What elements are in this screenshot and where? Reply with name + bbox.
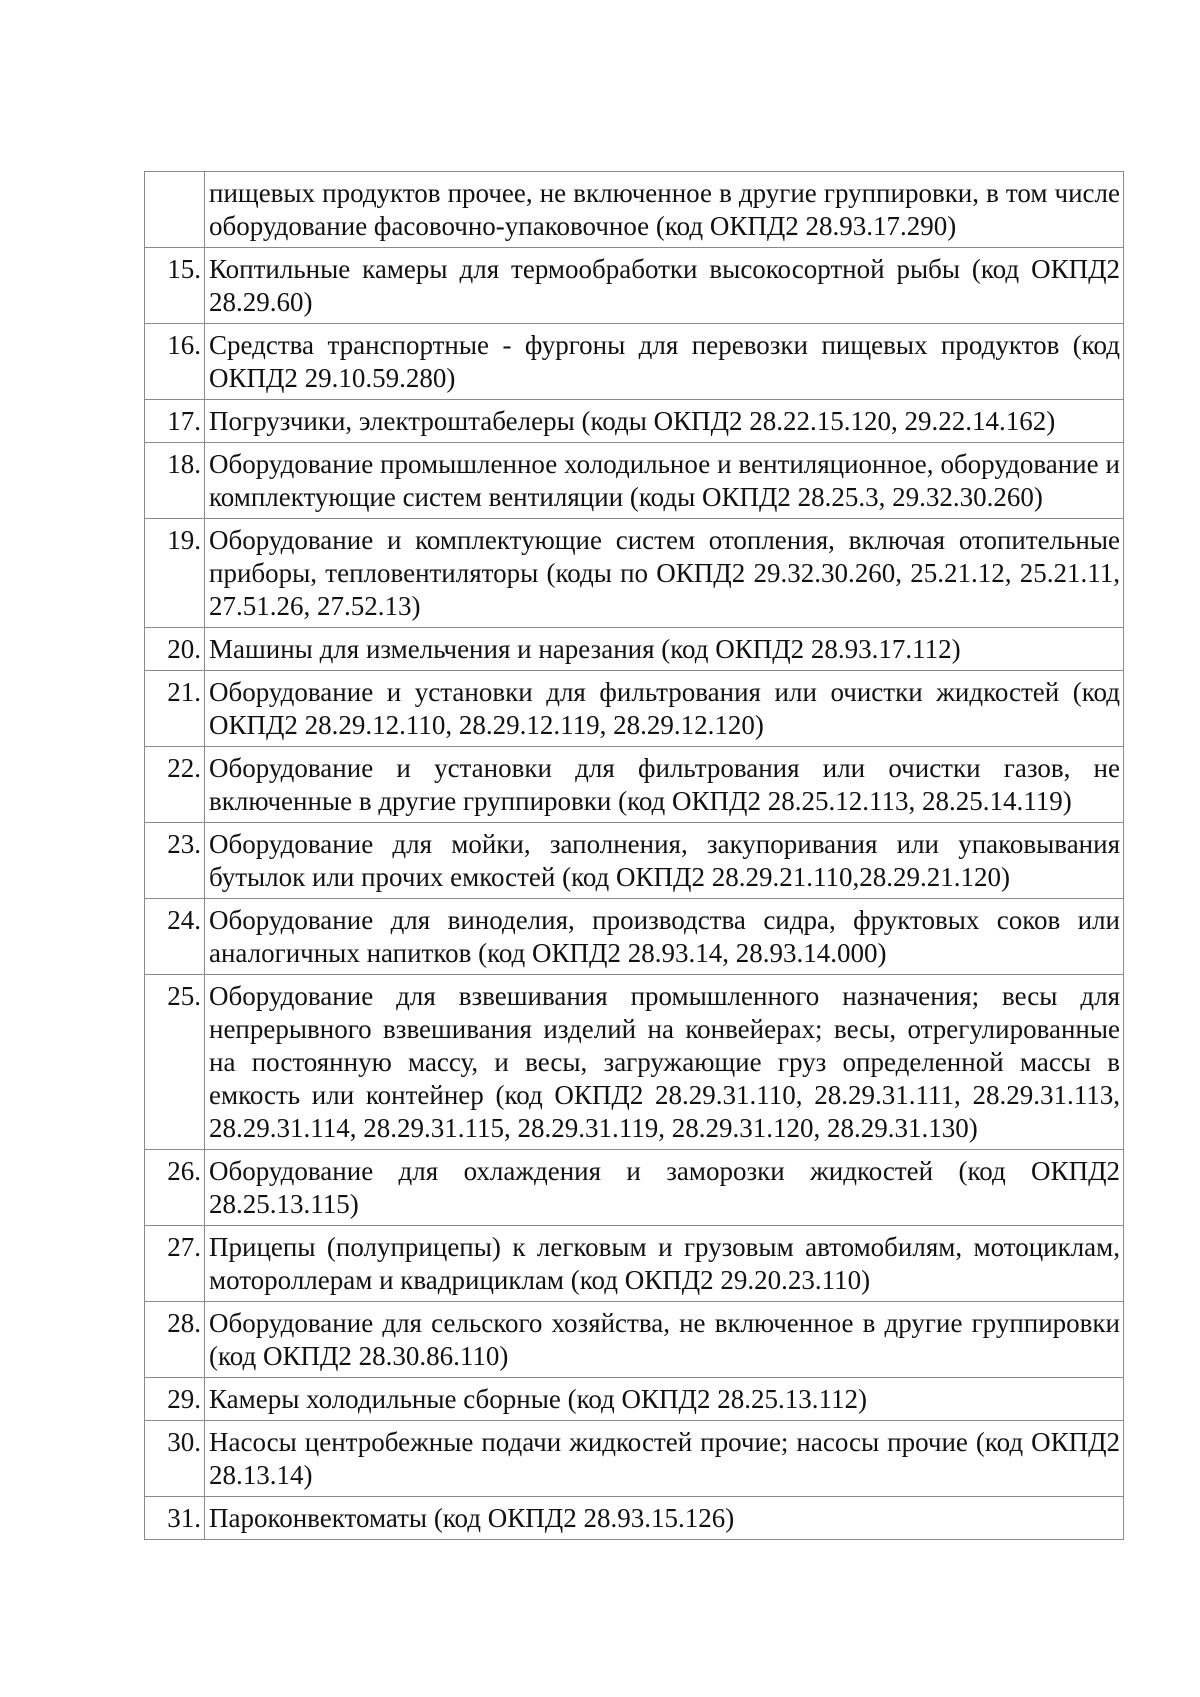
table-row bbox=[145, 248, 1124, 324]
row-number: 23. bbox=[145, 823, 205, 899]
row-description: Средства транспортные - фургоны для перевозки пищевых продуктов (код ОКПД2 29.10.59.280) bbox=[205, 324, 1124, 400]
row-number: 16. bbox=[145, 324, 205, 400]
row-description: Прицепы (полуприцепы) к легковым и грузовым автомобилям, мотоциклам, мотороллерам и квадрициклам (код ОКПД2 29.20.23.110) bbox=[205, 1226, 1124, 1302]
row-description: Коптильные камеры для термообработки высокосортной рыбы (код ОКПД2 28.29.60) bbox=[205, 248, 1124, 324]
equipment-list-table bbox=[144, 171, 1124, 1540]
table-row bbox=[145, 823, 1124, 899]
table-row bbox=[145, 1302, 1124, 1378]
table-row bbox=[145, 324, 1124, 400]
row-description: Пароконвектоматы (код ОКПД2 28.93.15.126) bbox=[205, 1497, 1124, 1540]
table-row bbox=[145, 400, 1124, 443]
row-number: 21. bbox=[145, 671, 205, 747]
row-number: 27. bbox=[145, 1226, 205, 1302]
row-description: Камеры холодильные сборные (код ОКПД2 28.25.13.112) bbox=[205, 1378, 1124, 1421]
row-number: 18. bbox=[145, 443, 205, 519]
row-number: 31. bbox=[145, 1497, 205, 1540]
row-description: Оборудование для взвешивания промышленного назначения; весы для непрерывного взвешивания изделий на конвейерах; весы, отрегулированные на постоянную массу, и весы, загружающие груз определенной массы в емкость или контейнер (код ОКПД2 28.29.31.110, 28.29.31.111, 28.29.31.113, 28.29.31.114, 28.29.31.115, 28.29.31.119, 28.29.31.120, 28.29.31.130) bbox=[205, 975, 1124, 1150]
row-description: Погрузчики, электроштабелеры (коды ОКПД2 28.22.15.120, 29.22.14.162) bbox=[205, 400, 1124, 443]
table-row bbox=[145, 519, 1124, 628]
row-description: Машины для измельчения и нарезания (код ОКПД2 28.93.17.112) bbox=[205, 628, 1124, 671]
row-number: 17. bbox=[145, 400, 205, 443]
row-description: Оборудование и установки для фильтрования или очистки жидкостей (код ОКПД2 28.29.12.110, 28.29.12.119, 28.29.12.120) bbox=[205, 671, 1124, 747]
table-row bbox=[145, 1497, 1124, 1540]
row-description: Оборудование для виноделия, производства сидра, фруктовых соков или аналогичных напитков (код ОКПД2 28.93.14, 28.93.14.000) bbox=[205, 899, 1124, 975]
row-number: 26. bbox=[145, 1150, 205, 1226]
row-number: 22. bbox=[145, 747, 205, 823]
row-description: Оборудование промышленное холодильное и вентиляционное, оборудование и комплектующие систем вентиляции (коды ОКПД2 28.25.3, 29.32.30.260) bbox=[205, 443, 1124, 519]
row-number: 15. bbox=[145, 248, 205, 324]
row-description: Оборудование и комплектующие систем отопления, включая отопительные приборы, тепловентиляторы (коды по ОКПД2 29.32.30.260, 25.21.12, 25.21.11, 27.51.26, 27.52.13) bbox=[205, 519, 1124, 628]
table-body bbox=[145, 172, 1124, 1540]
table-row bbox=[145, 1226, 1124, 1302]
row-number: 24. bbox=[145, 899, 205, 975]
row-number: 28. bbox=[145, 1302, 205, 1378]
row-number: 19. bbox=[145, 519, 205, 628]
row-number: 30. bbox=[145, 1421, 205, 1497]
table-row bbox=[145, 172, 1124, 248]
table-row bbox=[145, 747, 1124, 823]
table-row bbox=[145, 671, 1124, 747]
row-number: 20. bbox=[145, 628, 205, 671]
row-number: 25. bbox=[145, 975, 205, 1150]
row-description: Оборудование и установки для фильтрования или очистки газов, не включенные в другие группировки (код ОКПД2 28.25.12.113, 28.25.14.119) bbox=[205, 747, 1124, 823]
table-row bbox=[145, 899, 1124, 975]
table-row bbox=[145, 1421, 1124, 1497]
table-row bbox=[145, 628, 1124, 671]
row-number bbox=[145, 172, 205, 248]
table-row bbox=[145, 443, 1124, 519]
row-number: 29. bbox=[145, 1378, 205, 1421]
row-description: Насосы центробежные подачи жидкостей прочие; насосы прочие (код ОКПД2 28.13.14) bbox=[205, 1421, 1124, 1497]
row-description: Оборудование для охлаждения и заморозки жидкостей (код ОКПД2 28.25.13.115) bbox=[205, 1150, 1124, 1226]
table-row bbox=[145, 975, 1124, 1150]
row-description: Оборудование для мойки, заполнения, закупоривания или упаковывания бутылок или прочих емкостей (код ОКПД2 28.29.21.110,28.29.21.120) bbox=[205, 823, 1124, 899]
table-row bbox=[145, 1150, 1124, 1226]
row-description: пищевых продуктов прочее, не включенное в другие группировки, в том числе оборудование фасовочно-упаковочное (код ОКПД2 28.93.17.290) bbox=[205, 172, 1124, 248]
table-row bbox=[145, 1378, 1124, 1421]
row-description: Оборудование для сельского хозяйства, не включенное в другие группировки (код ОКПД2 28.30.86.110) bbox=[205, 1302, 1124, 1378]
